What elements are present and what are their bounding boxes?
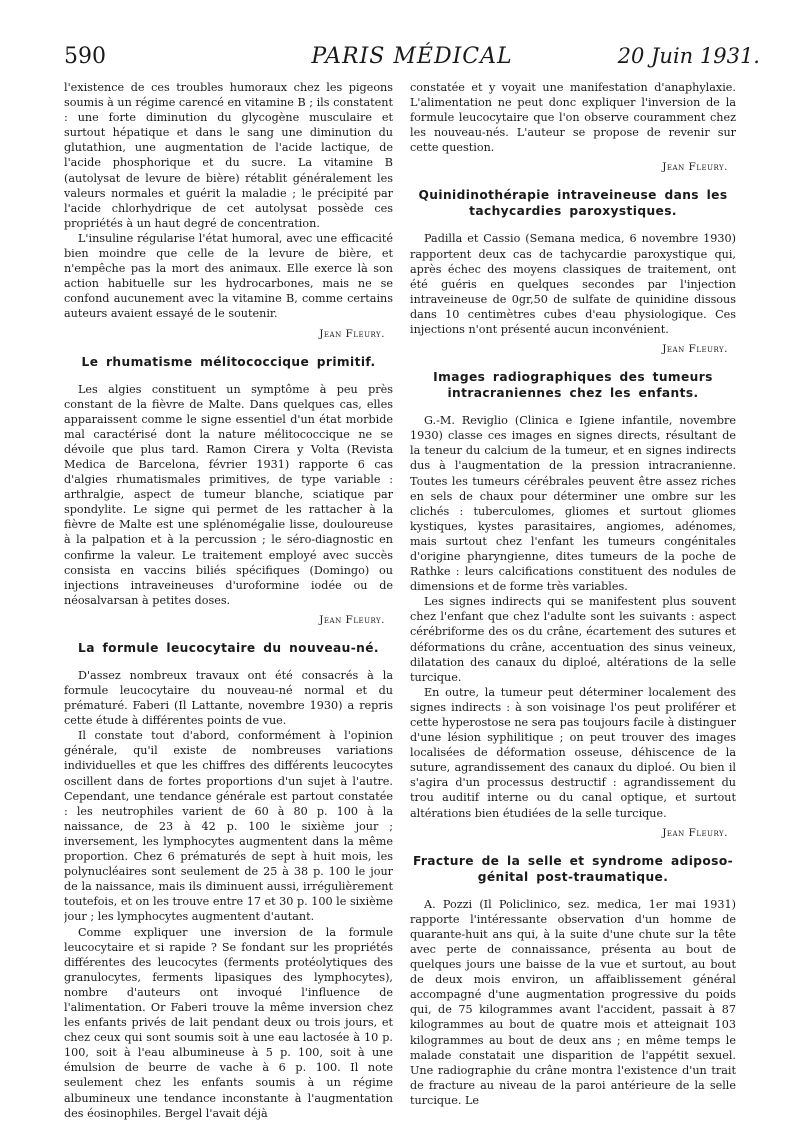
left-column — [64, 80, 393, 1140]
article-paragraph: Les signes indirects qui se manifestent plus souvent chez l'enfant que chez l'adulte sont les suivants : aspect cérébriforme des os du crâne, écartement des sutures et déformations du crâne, accentuation des sinus veineux, dilatation des canaux du diploé, altérations de la selle turcique. — [410, 595, 736, 684]
right-column — [410, 80, 736, 1140]
article-paragraph: G.-M. Reviglio (Clinica e Igiene infantile, novembre 1930) classe ces images en signes directs, résultant de la teneur du calcium de la tumeur, et en signes indirects dus à l'augmentation de la pression intracranienne. Toutes les tumeurs cérébrales peuvent être assez riches en sels de chaux pour déterminer une ombre sur les clichés : tuberculomes, gliomes et surtout gliomes kystiques, kystes parasitaires, angiomes, adénomes, mais surtout chez l'enfant les tumeurs congénitales d'origine pharyngienne, dites tumeurs de la poche de Rathke : leurs calcifications constituent des nodules de dimensions et de forme très variables. — [410, 414, 736, 594]
article-paragraph: Comme expliquer une inversion de la formule leucocytaire et si rapide ? Se fondant sur les propriétés différentes des leucocytes (ferments protéolytiques des granulocytes, ferments lipasiques des lymphocytes), nombre d'auteurs ont invoqué l'influence de l'alimentation. Or Faberi trouve la même inversion chez les enfants privés de lait pendant deux ou trois jours, et chez ceux qui sont soumis soit à une eau lactosée à 10 p. 100, soit à l'eau albumineuse à 5 p. 100, soit à une émulsion de beurre de vache à 6 p. 100. Il note seulement chez les enfants soumis à un régime albumineux une tendance inconstante à l'augmentation des éosinophiles. Bergel l'avait déjà — [64, 925, 393, 1120]
section-heading: Images radiographiques des tumeurs intracraniennes chez les enfants. — [433, 370, 713, 401]
author-signature: Jean Fleury. — [662, 343, 728, 356]
article-paragraph: Il constate tout d'abord, conformément à l'opinion générale, qu'il existe de nombreuses variations individuelles et que les chiffres des différents leucocytes oscillent dans de fortes proportions d'un sujet à l'autre. Cependant, une tendance générale est partout constatée : les neutrophiles varient de 60 à 80 p. 100 à la naissance, de 23 à 42 p. 100 le sixième jour ; inversement, les lymphocytes augmentent dans la même proportion. Chez 6 prématurés de sept à huit mois, les polynucléaires sont seulement de 25 à 38 p. 100 le jour de la naissance, mais ils diminuent aussi, irrégulièrement toutefois, et on les trouve entre 17 et 30 p. 100 le sixième jour ; les lymphocytes augmentent d'autant. — [64, 729, 393, 924]
author-signature: Jean Fleury. — [662, 826, 728, 839]
section-heading: Le rhumatisme mélitococcique primitif. — [81, 354, 376, 369]
issue-date: 20 Juin 1931. — [617, 44, 760, 68]
author-signature: Jean Fleury. — [319, 613, 385, 626]
article-continuation: constatée et y voyait une manifestation d'anaphylaxie. L'alimentation ne peut donc expliquer l'inversion de la formule leucocytaire que l'on observe couramment chez les nouveau-nés. L'auteur se propose de revenir sur cette question. — [410, 81, 736, 155]
running-header — [64, 44, 760, 74]
article-continuation: l'existence de ces troubles humoraux chez les pigeons soumis à un régime carencé en vitamine B ; ils constatent : une forte diminution du glycogène musculaire et surtout hépatique et dans le sang une diminution du glutathion, une augmentation de l'acide lactique, de l'acide phosphorique et du sucre. La vitamine B (autolysat de levure de bière) rétablit généralement les valeurs normales et guérit la maladie ; le précipité par l'acide chlorhydrique de cet autolysat possède ces propriétés à un haut degré de concentration. — [64, 81, 393, 230]
author-signature: Jean Fleury. — [662, 161, 728, 174]
article-paragraph: L'insuline régularise l'état humoral, avec une efficacité bien moindre que celle de la levure de bière, et n'empêche pas la mort des animaux. Elle exerce là son action habituelle sur les hydrocarbones, mais ne se confond aucunement avec la vitamine B, comme certains auteurs avaient essayé de le soutenir. — [64, 231, 393, 321]
section-heading: La formule leucocytaire du nouveau-né. — [78, 640, 379, 655]
article-paragraph: D'assez nombreux travaux ont été consacrés à la formule leucocytaire du nouveau-né normal et du prématuré. Faberi (Il Lattante, novembre 1930) a repris cette étude à différentes points de vue. — [64, 668, 393, 728]
article-paragraph: En outre, la tumeur peut déterminer localement des signes indirects : à son voisinage l'os peut proliférer et cette hyperostose ne sera pas toujours facile à distinguer d'une lésion syphilitique ; on peut trouver des images localisées de déformation osseuse, déhiscence de la suture, agrandissement des canaux du diploé. Ou bien il s'agira d'un processus destructif : agrandissement du trou auditif interne ou du canal optique, et surtout altérations bien étudiées de la selle turcique. — [410, 685, 736, 820]
author-signature: Jean Fleury. — [319, 327, 385, 340]
journal-title: PARIS MÉDICAL — [311, 44, 513, 69]
article-paragraph: Les algies constituent un symptôme à peu près constant de la fièvre de Malte. Dans quelques cas, elles apparaissent comme le signe essentiel d'un état morbide mal caractérisé dont la nature mélitococcique ne se dévoile que plus tard. Ramon Cirera y Volta (Revista Medica de Barcelona, février 1931) rapporte 6 cas d'algies rhumatismales primitives, de type variable : arthralgie, aspect de tumeur blanche, sciatique par spondylite. Le signe qui permet de les rattacher à la fièvre de Malte est une splénomégalie lisse, douloureuse à la palpation et à la percussion ; le séro-diagnostic en confirme la valeur. Le traitement employé avec succès consista en vaccins biliés spécifiques (Domingo) ou injections intraveineuses d'uroformine iodée ou de néosalvarsan à petites doses. — [64, 382, 393, 607]
article-paragraph: A. Pozzi (Il Policlinico, sez. medica, 1er mai 1931) rapporte l'intéressante observation d'un homme de quarante-huit ans qui, à la suite d'une chute sur la tête avec perte de connaissance, présenta au bout de quelques jours une baisse de la vue et surtout, au bout de deux mois environ, un affaiblissement général accompagné d'une augmentation progressive du poids qui, de 75 kilogrammes avant l'accident, passait à 87 kilogrammes au bout de quatre mois et atteignait 103 kilogrammes au bout de deux ans ; en même temps le malade constatait une disparition de l'appétit sexuel. Une radiographie du crâne montra l'existence d'un trait de fracture au niveau de la paroi antérieure de la selle turcique. Le — [410, 897, 736, 1107]
section-heading: Quinidinothérapie intraveineuse dans les tachycardies paroxystiques. — [418, 188, 728, 219]
section-heading: Fracture de la selle et syndrome adiposo-génital post-traumatique. — [412, 853, 734, 884]
page-number: 590 — [64, 44, 106, 69]
article-paragraph: Padilla et Cassio (Semana medica, 6 novembre 1930) rapportent deux cas de tachycardie paroxystique qui, après échec des moyens classiques de traitement, ont été guéris en quelques secondes par l'injection intraveineuse de 0gr,50 de sulfate de quinidine dissous dans 10 centimètres cubes d'eau physiologique. Ces injections n'ont présenté aucun inconvénient. — [410, 232, 736, 337]
